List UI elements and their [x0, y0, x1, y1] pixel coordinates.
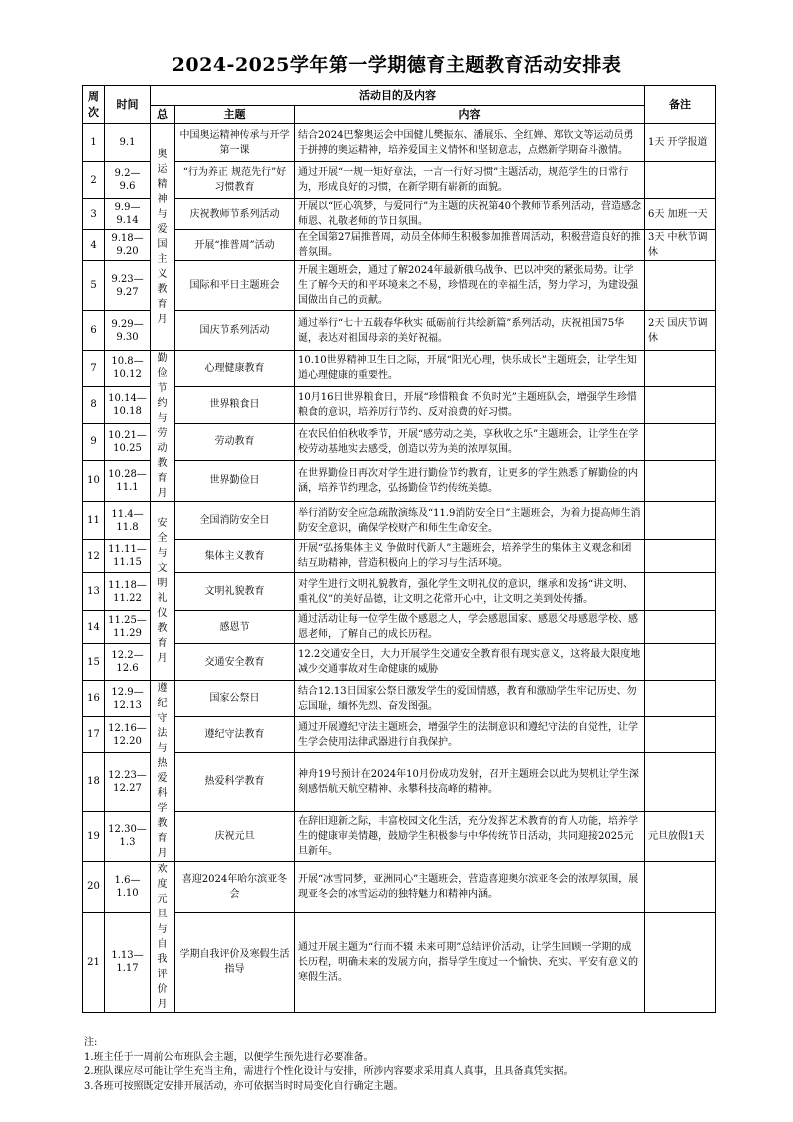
content-cell: 开展“冰雪同梦，亚洲同心”主题班会，营造喜迎奥尔滨亚冬会的浓厚氛围，展现亚冬会的冰雪运动的独特魅力和精神内涵。 [295, 862, 645, 913]
remark-cell [645, 460, 716, 501]
topic-cell: 心理健康教育 [175, 351, 295, 387]
table-row [83, 753, 716, 811]
table-row [83, 717, 716, 753]
table-row [83, 230, 716, 261]
week-cell: 11 [83, 502, 105, 540]
remark-cell [645, 912, 716, 1012]
topic-cell: “行为养正 规范先行”好习惯教育 [175, 162, 295, 199]
content-cell: 举行消防安全应急疏散演练及“11.9消防安全日”主题班会，为着力提高师生消防安全意识，确保学校财产和师生生命安全。 [295, 502, 645, 540]
week-cell: 8 [83, 386, 105, 423]
theme-cell [151, 862, 175, 1013]
notes [84, 1036, 724, 1094]
table-row [83, 423, 716, 460]
table-row [83, 162, 716, 199]
header-remark: 备注 [645, 86, 716, 124]
content-cell: 在辞旧迎新之际，丰富校园文化生活，充分发挥艺术教育的育人功能，培养学生的健康审美情趣，鼓励学生积极参与中华传统节日活动，共同迎接2025元旦新年。 [295, 811, 645, 862]
week-cell: 19 [83, 811, 105, 862]
table-row [83, 862, 716, 913]
header-week: 周次 [83, 86, 105, 124]
topic-cell: 文明礼貌教育 [175, 573, 295, 611]
week-cell: 20 [83, 862, 105, 913]
table-row [83, 811, 716, 862]
remark-cell: 元旦放假1天 [645, 811, 716, 862]
table-row [83, 912, 716, 1012]
notes-heading: 注: [84, 1037, 98, 1048]
week-cell: 18 [83, 753, 105, 811]
table-row [83, 502, 716, 540]
topic-cell: 全国消防安全日 [175, 502, 295, 540]
table-row [83, 681, 716, 717]
topic-cell: 国际和平日主题班会 [175, 261, 295, 311]
date-cell: 10.21—10.25 [105, 423, 151, 460]
theme-cell [151, 124, 175, 351]
topic-cell: 感恩节 [175, 611, 295, 644]
date-cell: 10.28—11.1 [105, 460, 151, 501]
content-cell: 在全国第27届推普周，动员全体师生积极参加推普周活动，积极营造良好的推普氛围。 [295, 230, 645, 261]
remark-cell: 1天 开学报道 [645, 124, 716, 162]
remark-cell [645, 502, 716, 540]
week-cell: 9 [83, 423, 105, 460]
header-topic: 主题 [175, 106, 295, 124]
table-row [83, 460, 716, 501]
table-row [83, 199, 716, 230]
week-cell: 15 [83, 644, 105, 681]
header-content: 内容 [295, 106, 645, 124]
remark-cell [645, 644, 716, 681]
remark-cell [645, 423, 716, 460]
date-cell: 1.13—1.17 [105, 912, 151, 1012]
note-item: 1.班主任于一周前公布班队会主题，以便学生预先进行必要准备。 [84, 1051, 374, 1063]
topic-cell: 中国奥运精神传承与开学第一课 [175, 124, 295, 162]
header-time: 时间 [105, 86, 151, 124]
content-cell: 对学生进行文明礼貌教育，强化学生文明礼仪的意识，继承和发扬“讲文明、重礼仪”的美好品德，让文明之花常开心中，让文明之美到处传播。 [295, 573, 645, 611]
week-cell: 4 [83, 230, 105, 261]
note-item: 3.各班可按照既定安排开展活动，亦可依据当时时局变化自行确定主题。 [84, 1080, 404, 1092]
theme-label: 欢度元旦与自我评价月 [157, 864, 168, 1010]
remark-cell [645, 162, 716, 199]
theme-cell [151, 502, 175, 681]
table-row [83, 573, 716, 611]
topic-cell: 遵纪守法教育 [175, 717, 295, 753]
week-cell: 16 [83, 681, 105, 717]
date-cell: 11.25—11.29 [105, 611, 151, 644]
content-cell: 结合2024巴黎奥运会中国健儿樊振东、潘展乐、全红婵、郑钦文等运动员勇于拼搏的奥运精神，培养爱国主义情怀和坚韧意志，点燃新学期奋斗激情。 [295, 124, 645, 162]
date-cell: 9.1 [105, 124, 151, 162]
date-cell: 12.9—12.13 [105, 681, 151, 717]
schedule-body [83, 124, 716, 1013]
date-cell: 1.6—1.10 [105, 862, 151, 913]
date-cell: 12.30—1.3 [105, 811, 151, 862]
theme-label: 安全与文明礼仪教育月 [157, 518, 168, 664]
topic-cell: 交通安全教育 [175, 644, 295, 681]
week-cell: 6 [83, 311, 105, 351]
content-cell: 开展主题班会，通过了解2024年最新俄乌战争、巴以冲突的紧张局势。让学生了解今天的和平环境来之不易，珍惜现在的幸福生活，努力学习，为建设强国做出自己的贡献。 [295, 261, 645, 311]
remark-cell [645, 351, 716, 387]
table-row [83, 124, 716, 162]
content-cell: 在世界勤俭日再次对学生进行勤俭节约教育，让更多的学生熟悉了解勤俭的内涵，培养节约理念，弘扬勤俭节约传统美德。 [295, 460, 645, 501]
theme-cell [151, 681, 175, 862]
date-cell: 10.14—10.18 [105, 386, 151, 423]
date-cell: 11.11—11.15 [105, 540, 151, 573]
remark-cell [645, 862, 716, 913]
topic-cell: 庆祝教师节系列活动 [175, 199, 295, 230]
remark-cell [645, 681, 716, 717]
schedule-table [82, 85, 716, 1013]
content-cell: 结合12.13日国家公祭日激发学生的爱国情感，教育和激励学生牢记历史、勿忘国耻，缅怀先烈、奋发图强。 [295, 681, 645, 717]
date-cell: 9.2—9.6 [105, 162, 151, 199]
week-cell: 7 [83, 351, 105, 387]
topic-cell: 国家公祭日 [175, 681, 295, 717]
date-cell: 9.9—9.14 [105, 199, 151, 230]
table-row [83, 644, 716, 681]
topic-cell: 世界勤俭日 [175, 460, 295, 501]
theme-cell [151, 351, 175, 502]
date-cell: 10.8—10.12 [105, 351, 151, 387]
header-total: 总 [151, 106, 175, 124]
theme-label: 勤俭节约与劳动教育月 [157, 353, 168, 499]
remark-cell [645, 717, 716, 753]
topic-cell: 学期自我评价及寒假生活指导 [175, 912, 295, 1012]
theme-label: 奥运精神与爱国主义教育月 [157, 149, 168, 325]
topic-cell: 庆祝元旦 [175, 811, 295, 862]
content-cell: 10.10世界精神卫生日之际，开展“阳光心理，快乐成长”主题班会，让学生知道心理健康的重要性。 [295, 351, 645, 387]
topic-cell: 世界粮食日 [175, 386, 295, 423]
week-cell: 2 [83, 162, 105, 199]
theme-label: 遵纪守法与热爱科学教育月 [157, 683, 168, 859]
week-cell: 17 [83, 717, 105, 753]
content-cell: 开展“弘扬集体主义 争做时代新人”主题班会，培养学生的集体主义观念和团结互助精神，营造积极向上的学习与生活环境。 [295, 540, 645, 573]
week-cell: 1 [83, 124, 105, 162]
week-cell: 3 [83, 199, 105, 230]
remark-cell: 3天 中秋节调休 [645, 230, 716, 261]
date-cell: 12.23—12.27 [105, 753, 151, 811]
week-cell: 21 [83, 912, 105, 1012]
remark-cell [645, 261, 716, 311]
content-cell: 开展以“匠心筑梦，与爱同行”为主题的庆祝第40个教师节系列活动，营造感念师恩、礼敬老师的节日氛围。 [295, 199, 645, 230]
topic-cell: 劳动教育 [175, 423, 295, 460]
week-cell: 10 [83, 460, 105, 501]
date-cell: 11.4—11.8 [105, 502, 151, 540]
content-cell: 通过开展主题为“行而不辍 未来可期”总结评价活动，让学生回顾一学期的成长历程，明确未来的发展方向，指导学生度过一个愉快、充实、平安有意义的寒假生活。 [295, 912, 645, 1012]
table-row [83, 611, 716, 644]
content-cell: 在农民伯伯秋收季节，开展“感劳动之美，享秋收之乐”主题班会，让学生在学校劳动基地实去感受，创造以劳为美的浓厚氛围。 [295, 423, 645, 460]
topic-cell: 热爱科学教育 [175, 753, 295, 811]
table-row [83, 540, 716, 573]
header-purpose: 活动目的及内容 [151, 86, 645, 106]
note-item: 2.班队课应尽可能让学生充当主角，需进行个性化设计与安排，所涉内容要求采用真人真事，且具备真凭实据。 [84, 1066, 574, 1077]
remark-cell [645, 753, 716, 811]
remark-cell [645, 573, 716, 611]
content-cell: 12.2交通安全日，大力开展学生交通安全教育很有现实意义，这将最大限度地减少交通事故对生命健康的威胁 [295, 644, 645, 681]
week-cell: 12 [83, 540, 105, 573]
date-cell: 12.16—12.20 [105, 717, 151, 753]
topic-cell: 开展“推普周”活动 [175, 230, 295, 261]
table-row [83, 351, 716, 387]
remark-cell [645, 540, 716, 573]
topic-cell: 喜迎2024年哈尔滨亚冬会 [175, 862, 295, 913]
table-row [83, 311, 716, 351]
table-row [83, 386, 716, 423]
content-cell: 10月16日世界粮食日，开展“珍惜粮食 不负时光”主题班队会，增强学生珍惜粮食的意识，培养厉行节约、反对浪费的好习惯。 [295, 386, 645, 423]
date-cell: 9.18—9.20 [105, 230, 151, 261]
remark-cell: 2天 国庆节调休 [645, 311, 716, 351]
date-cell: 12.2—12.6 [105, 644, 151, 681]
remark-cell [645, 611, 716, 644]
content-cell: 神舟19号预计在2024年10月份成功发射，召开主题班会以此为契机让学生深刻感悟航天航空精神、永攀科技高峰的精神。 [295, 753, 645, 811]
table-row [83, 261, 716, 311]
content-cell: 通过开展“一规一矩好章法，一言一行好习惯”主题活动，规范学生的日常行为，形成良好的习惯，在新学期有崭新的面貌。 [295, 162, 645, 199]
topic-cell: 国庆节系列活动 [175, 311, 295, 351]
week-cell: 5 [83, 261, 105, 311]
date-cell: 11.18—11.22 [105, 573, 151, 611]
week-cell: 14 [83, 611, 105, 644]
content-cell: 通过活动让每一位学生做个感恩之人，学会感恩国家、感恩父母感恩学校、感恩老师，了解自己的成长历程。 [295, 611, 645, 644]
remark-cell [645, 386, 716, 423]
page-title: 2024-2025学年第一学期德育主题教育活动安排表 [171, 54, 622, 76]
date-cell: 9.23—9.27 [105, 261, 151, 311]
topic-cell: 集体主义教育 [175, 540, 295, 573]
week-cell: 13 [83, 573, 105, 611]
date-cell: 9.29—9.30 [105, 311, 151, 351]
remark-cell: 6天 加班一天 [645, 199, 716, 230]
content-cell: 通过开展遵纪守法主题班会，增强学生的法制意识和遵纪守法的自觉性，让学生学会使用法律武器进行自我保护。 [295, 717, 645, 753]
content-cell: 通过举行“七十五载春华秋实 砥砺前行共绘新篇”系列活动，庆祝祖国75华诞，表达对祖国母亲的美好祝福。 [295, 311, 645, 351]
